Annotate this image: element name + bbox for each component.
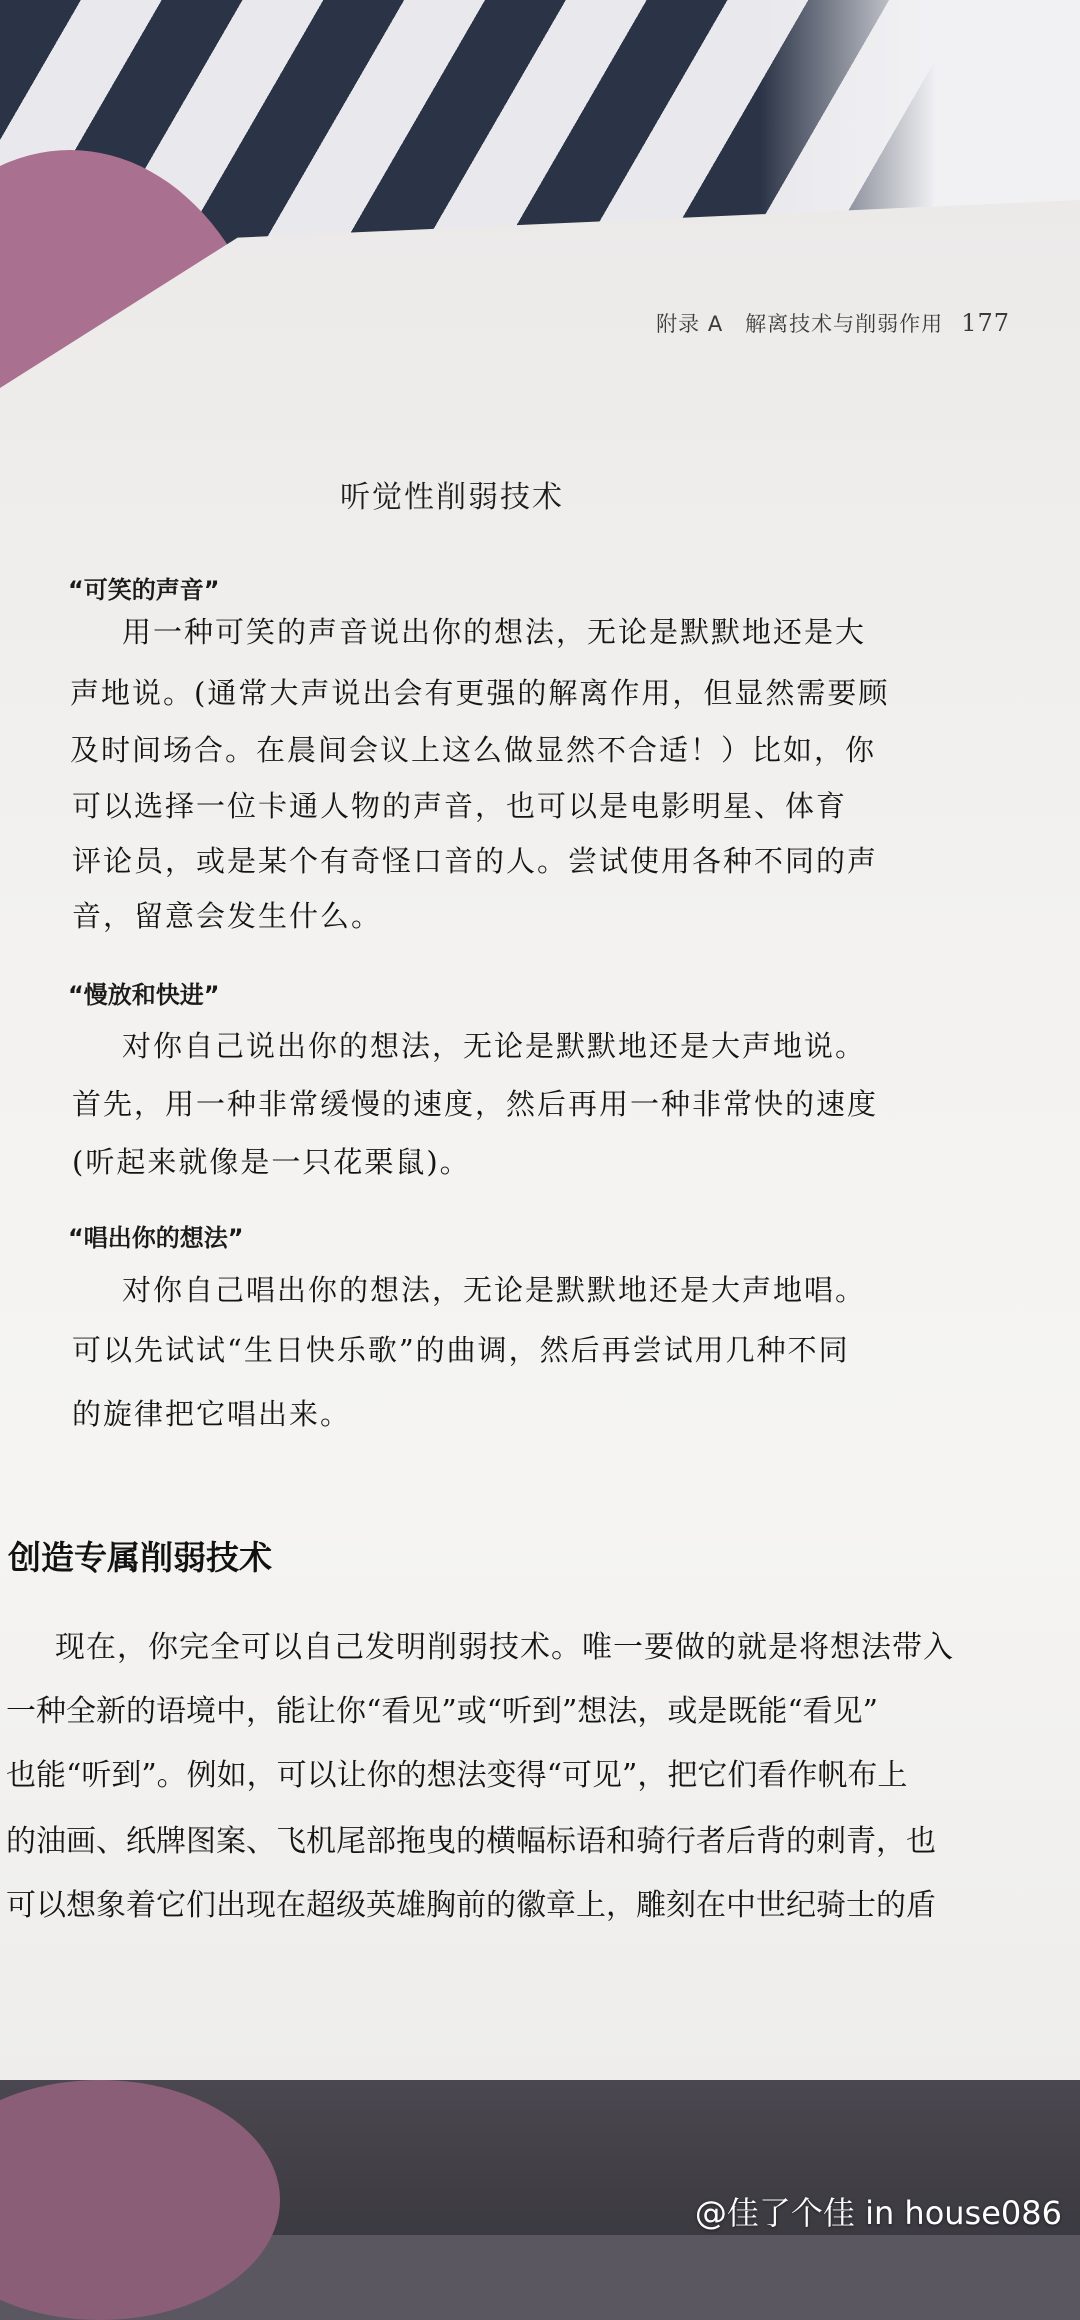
body-line: 评论员，或是某个有奇怪口音的人。尝试使用各种不同的声 (72, 844, 879, 878)
body-line: 对你自己说出你的想法，无论是默默地还是大声地说。 (122, 1029, 867, 1063)
body-line: 也能“听到”。例如，可以让你的想法变得“可见”，把它们看作帆布上 (6, 1758, 908, 1793)
body-line: 可以选择一位卡通人物的声音，也可以是电影明星、体育 (72, 789, 848, 823)
body-line: 一种全新的语境中，能让你“看见”或“听到”想法，或是既能“看见” (6, 1694, 879, 1729)
section-title: 听觉性削弱技术 (340, 480, 564, 515)
subsection-heading: “唱出你的想法” (68, 1224, 244, 1252)
body-line: 的油画、纸牌图案、飞机尾部拖曳的横幅标语和骑行者后背的刺青，也 (6, 1824, 936, 1859)
running-head-section: 附录 A 解离技术与削弱作用 (656, 312, 944, 336)
body-line: 对你自己唱出你的想法，无论是默默地还是大声地唱。 (122, 1273, 867, 1307)
running-head (656, 308, 1010, 338)
watermark: @佳了个佳 in house086 (694, 2194, 1062, 2232)
section-heading: 创造专属削弱技术 (8, 1538, 272, 1577)
body-line: 首先，用一种非常缓慢的速度，然后再用一种非常快的速度 (72, 1087, 879, 1121)
body-line: 声地说。(通常大声说出会有更强的解离作用，但显然需要顾 (70, 676, 890, 710)
body-line: 可以先试试“生日快乐歌”的曲调，然后再尝试用几种不同 (72, 1333, 850, 1367)
body-line: 用一种可笑的声音说出你的想法，无论是默默地还是大 (122, 615, 867, 649)
subsection-heading: “可笑的声音” (68, 576, 220, 604)
subsection-heading: “慢放和快进” (68, 981, 220, 1009)
body-line: 的旋律把它唱出来。 (72, 1397, 352, 1431)
body-line: 现在，你完全可以自己发明削弱技术。唯一要做的就是将想法带入 (55, 1630, 954, 1665)
body-line: 及时间场合。在晨间会议上这么做显然不合适！）比如，你 (70, 733, 877, 767)
body-line: 可以想象着它们出现在超级英雄胸前的徽章上，雕刻在中世纪骑士的盾 (6, 1888, 936, 1923)
page-number: 177 (961, 309, 1010, 337)
body-line: (听起来就像是一只花栗鼠)。 (72, 1145, 471, 1179)
body-line: 音，留意会发生什么。 (72, 899, 383, 933)
